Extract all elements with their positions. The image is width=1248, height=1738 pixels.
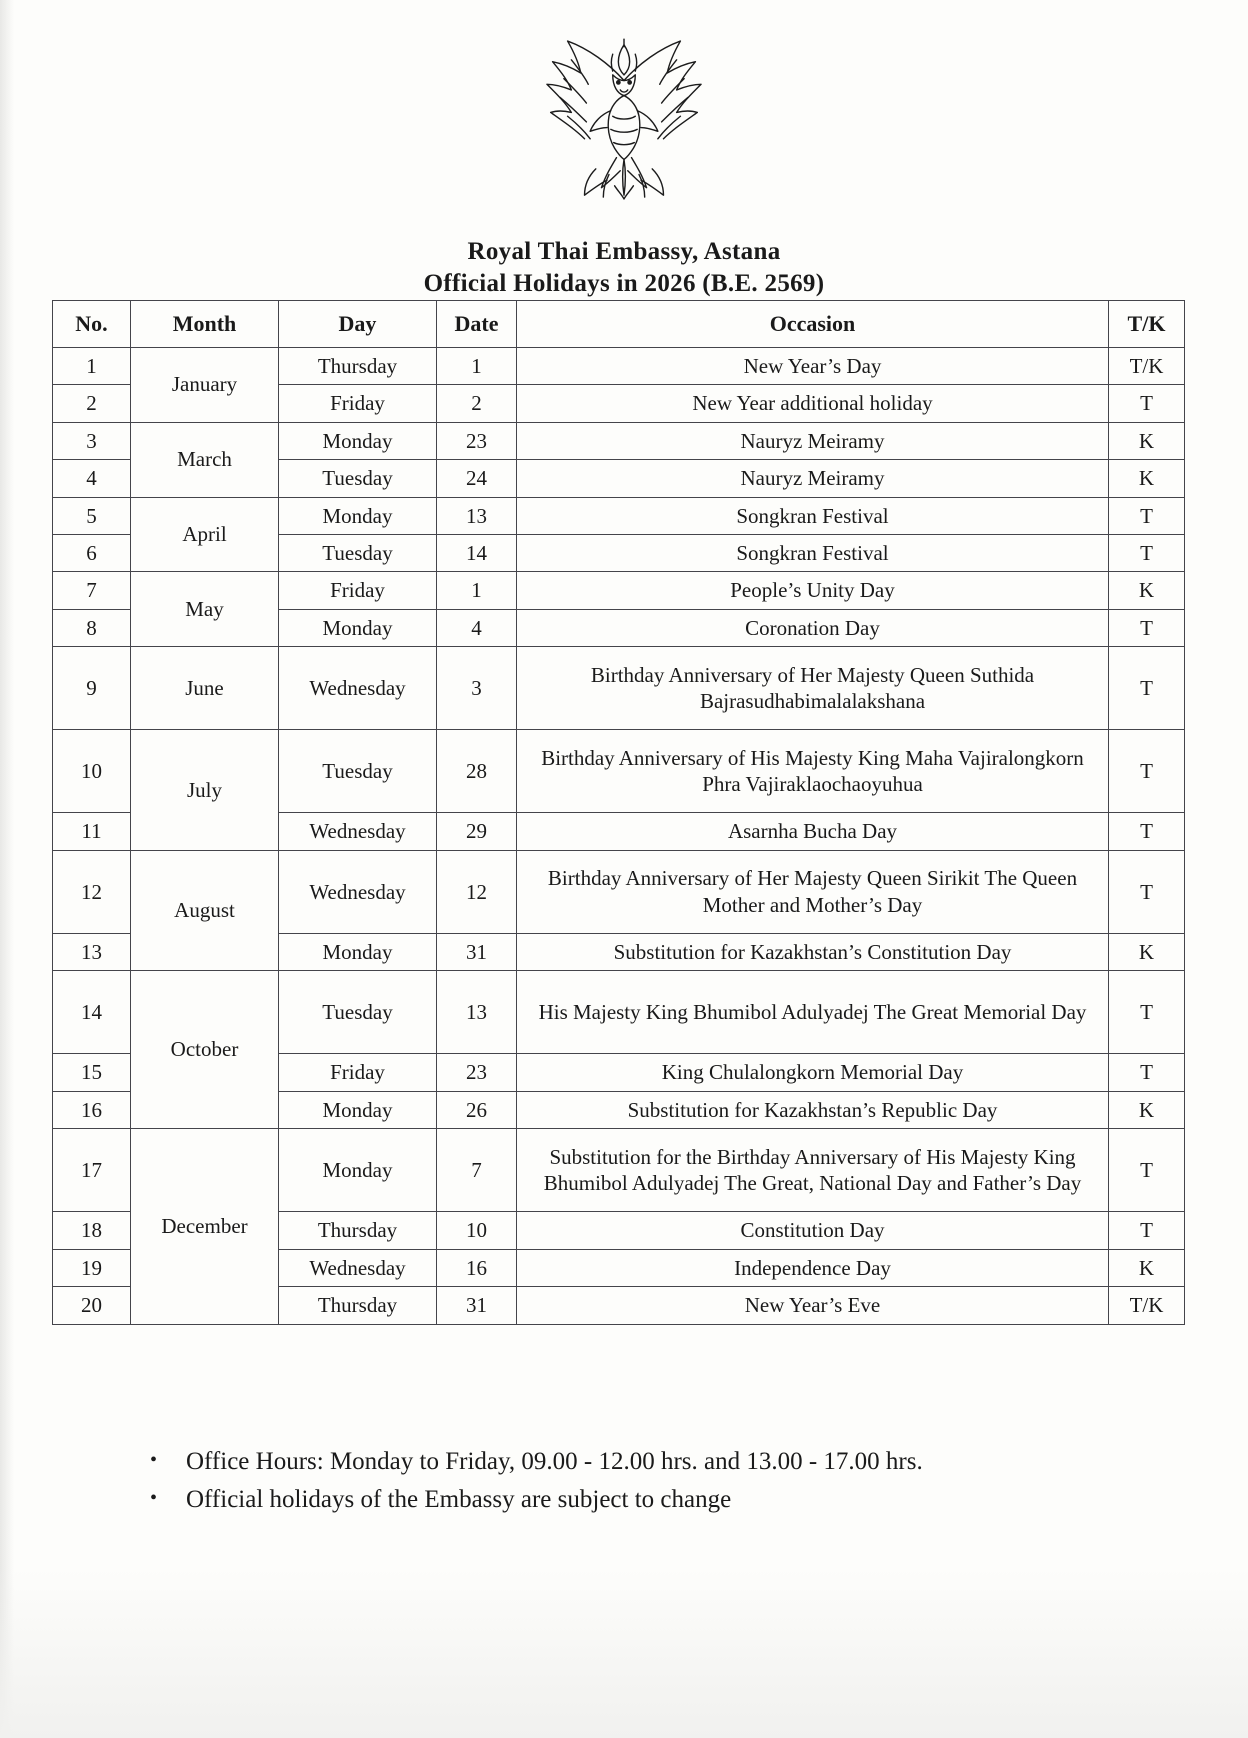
cell-date: 26 bbox=[437, 1091, 517, 1128]
cell-no: 18 bbox=[53, 1212, 131, 1249]
cell-tk: T bbox=[1109, 385, 1185, 422]
cell-day: Thursday bbox=[279, 347, 437, 384]
cell-no: 16 bbox=[53, 1091, 131, 1128]
column-header-no: No. bbox=[53, 301, 131, 348]
cell-occasion: New Year additional holiday bbox=[517, 385, 1109, 422]
cell-no: 5 bbox=[53, 497, 131, 534]
cell-date: 12 bbox=[437, 850, 517, 933]
cell-date: 14 bbox=[437, 534, 517, 571]
cell-no: 14 bbox=[53, 971, 131, 1054]
cell-date: 23 bbox=[437, 422, 517, 459]
cell-day: Tuesday bbox=[279, 460, 437, 497]
cell-tk: T bbox=[1109, 647, 1185, 730]
cell-occasion: New Year’s Day bbox=[517, 347, 1109, 384]
cell-occasion: New Year’s Eve bbox=[517, 1287, 1109, 1324]
table-row bbox=[53, 497, 1185, 534]
emblem-container bbox=[0, 26, 1248, 219]
cell-occasion: Substitution for Kazakhstan’s Constitution Day bbox=[517, 933, 1109, 970]
cell-month: March bbox=[131, 422, 279, 497]
cell-occasion: Substitution for the Birthday Anniversary of His Majesty King Bhumibol Adulyadej The Great, National Day and Father’s Day bbox=[517, 1129, 1109, 1212]
cell-tk: T bbox=[1109, 850, 1185, 933]
cell-date: 23 bbox=[437, 1054, 517, 1091]
table-header bbox=[53, 301, 1185, 348]
footer-notes bbox=[150, 1444, 1150, 1519]
cell-date: 1 bbox=[437, 572, 517, 609]
table-row bbox=[53, 971, 1185, 1054]
cell-occasion: Independence Day bbox=[517, 1249, 1109, 1286]
table-row bbox=[53, 850, 1185, 933]
cell-tk: T/K bbox=[1109, 347, 1185, 384]
table-row bbox=[53, 647, 1185, 730]
cell-day: Tuesday bbox=[279, 971, 437, 1054]
cell-occasion: People’s Unity Day bbox=[517, 572, 1109, 609]
cell-day: Monday bbox=[279, 497, 437, 534]
cell-no: 12 bbox=[53, 850, 131, 933]
holidays-table bbox=[52, 300, 1185, 1325]
column-header-month: Month bbox=[131, 301, 279, 348]
cell-no: 2 bbox=[53, 385, 131, 422]
title-line-holidays: Official Holidays in 2026 (B.E. 2569) bbox=[423, 270, 825, 297]
cell-no: 3 bbox=[53, 422, 131, 459]
note-item bbox=[150, 1482, 1150, 1518]
cell-tk: K bbox=[1109, 460, 1185, 497]
cell-date: 4 bbox=[437, 609, 517, 646]
cell-date: 1 bbox=[437, 347, 517, 384]
cell-date: 13 bbox=[437, 497, 517, 534]
cell-tk: K bbox=[1109, 1249, 1185, 1286]
bullet-icon: • bbox=[150, 1449, 158, 1471]
cell-day: Thursday bbox=[279, 1287, 437, 1324]
cell-month: July bbox=[131, 730, 279, 850]
cell-tk: T bbox=[1109, 534, 1185, 571]
cell-tk: T bbox=[1109, 971, 1185, 1054]
cell-day: Friday bbox=[279, 385, 437, 422]
cell-month: April bbox=[131, 497, 279, 572]
cell-month: October bbox=[131, 971, 279, 1129]
table-row bbox=[53, 730, 1185, 813]
cell-no: 17 bbox=[53, 1129, 131, 1212]
cell-date: 2 bbox=[437, 385, 517, 422]
cell-no: 11 bbox=[53, 813, 131, 850]
cell-no: 9 bbox=[53, 647, 131, 730]
cell-day: Tuesday bbox=[279, 534, 437, 571]
cell-tk: K bbox=[1109, 1091, 1185, 1128]
cell-month: June bbox=[131, 647, 279, 730]
cell-day: Monday bbox=[279, 422, 437, 459]
cell-date: 7 bbox=[437, 1129, 517, 1212]
cell-day: Thursday bbox=[279, 1212, 437, 1249]
column-header-occasion: Occasion bbox=[517, 301, 1109, 348]
cell-no: 13 bbox=[53, 933, 131, 970]
cell-day: Wednesday bbox=[279, 813, 437, 850]
cell-no: 8 bbox=[53, 609, 131, 646]
cell-occasion: Nauryz Meiramy bbox=[517, 422, 1109, 459]
cell-tk: K bbox=[1109, 572, 1185, 609]
cell-tk: T/K bbox=[1109, 1287, 1185, 1324]
cell-occasion: Nauryz Meiramy bbox=[517, 460, 1109, 497]
cell-date: 31 bbox=[437, 933, 517, 970]
cell-day: Friday bbox=[279, 1054, 437, 1091]
cell-occasion: Birthday Anniversary of Her Majesty Queen Suthida Bajrasudhabimalalakshana bbox=[517, 647, 1109, 730]
cell-day: Friday bbox=[279, 572, 437, 609]
cell-month: January bbox=[131, 347, 279, 422]
cell-day: Monday bbox=[279, 609, 437, 646]
bullet-icon: • bbox=[150, 1486, 158, 1509]
column-header-tk: T/K bbox=[1109, 301, 1185, 348]
cell-no: 1 bbox=[53, 347, 131, 384]
cell-tk: T bbox=[1109, 813, 1185, 850]
cell-no: 20 bbox=[53, 1287, 131, 1324]
column-header-date: Date bbox=[437, 301, 517, 348]
cell-occasion: Coronation Day bbox=[517, 609, 1109, 646]
cell-tk: T bbox=[1109, 730, 1185, 813]
cell-no: 4 bbox=[53, 460, 131, 497]
cell-month: August bbox=[131, 850, 279, 970]
cell-no: 19 bbox=[53, 1249, 131, 1286]
cell-no: 7 bbox=[53, 572, 131, 609]
cell-day: Wednesday bbox=[279, 647, 437, 730]
cell-tk: K bbox=[1109, 933, 1185, 970]
note-text: Office Hours: Monday to Friday, 09.00 - 12.00 hrs. and 13.00 - 17.00 hrs. bbox=[186, 1448, 923, 1475]
scan-edge-shadow-bottom bbox=[0, 1568, 1248, 1738]
cell-tk: T bbox=[1109, 1054, 1185, 1091]
cell-occasion: Substitution for Kazakhstan’s Republic Day bbox=[517, 1091, 1109, 1128]
cell-tk: T bbox=[1109, 1212, 1185, 1249]
cell-no: 10 bbox=[53, 730, 131, 813]
note-item bbox=[150, 1444, 1150, 1480]
cell-date: 24 bbox=[437, 460, 517, 497]
cell-occasion: Constitution Day bbox=[517, 1212, 1109, 1249]
cell-date: 31 bbox=[437, 1287, 517, 1324]
garuda-emblem bbox=[529, 26, 719, 214]
cell-date: 16 bbox=[437, 1249, 517, 1286]
cell-day: Monday bbox=[279, 1129, 437, 1212]
cell-date: 13 bbox=[437, 971, 517, 1054]
table-row bbox=[53, 1129, 1185, 1212]
cell-tk: T bbox=[1109, 609, 1185, 646]
cell-date: 29 bbox=[437, 813, 517, 850]
cell-occasion: Songkran Festival bbox=[517, 497, 1109, 534]
table-header-row bbox=[53, 301, 1185, 348]
cell-day: Monday bbox=[279, 1091, 437, 1128]
table-row bbox=[53, 572, 1185, 609]
cell-occasion: Songkran Festival bbox=[517, 534, 1109, 571]
cell-occasion: Asarnha Bucha Day bbox=[517, 813, 1109, 850]
cell-no: 15 bbox=[53, 1054, 131, 1091]
cell-tk: K bbox=[1109, 422, 1185, 459]
cell-occasion: King Chulalongkorn Memorial Day bbox=[517, 1054, 1109, 1091]
cell-tk: T bbox=[1109, 497, 1185, 534]
cell-day: Monday bbox=[279, 933, 437, 970]
cell-occasion: Birthday Anniversary of Her Majesty Queen Sirikit The Queen Mother and Mother’s Day bbox=[517, 850, 1109, 933]
document-title bbox=[0, 236, 1248, 300]
table-row bbox=[53, 422, 1185, 459]
cell-occasion: His Majesty King Bhumibol Adulyadej The Great Memorial Day bbox=[517, 971, 1109, 1054]
cell-day: Wednesday bbox=[279, 850, 437, 933]
cell-month: December bbox=[131, 1129, 279, 1324]
cell-day: Tuesday bbox=[279, 730, 437, 813]
cell-date: 3 bbox=[437, 647, 517, 730]
holidays-table-container bbox=[52, 300, 1184, 1325]
column-header-day: Day bbox=[279, 301, 437, 348]
title-line-embassy: Royal Thai Embassy, Astana bbox=[467, 238, 781, 265]
cell-tk: T bbox=[1109, 1129, 1185, 1212]
cell-month: May bbox=[131, 572, 279, 647]
cell-occasion: Birthday Anniversary of His Majesty King Maha Vajiralongkorn Phra Vajiraklaochaoyuhua bbox=[517, 730, 1109, 813]
table-body bbox=[53, 347, 1185, 1324]
cell-date: 28 bbox=[437, 730, 517, 813]
note-text: Official holidays of the Embassy are subject to change bbox=[186, 1485, 732, 1513]
cell-no: 6 bbox=[53, 534, 131, 571]
cell-date: 10 bbox=[437, 1212, 517, 1249]
table-row bbox=[53, 347, 1185, 384]
cell-day: Wednesday bbox=[279, 1249, 437, 1286]
